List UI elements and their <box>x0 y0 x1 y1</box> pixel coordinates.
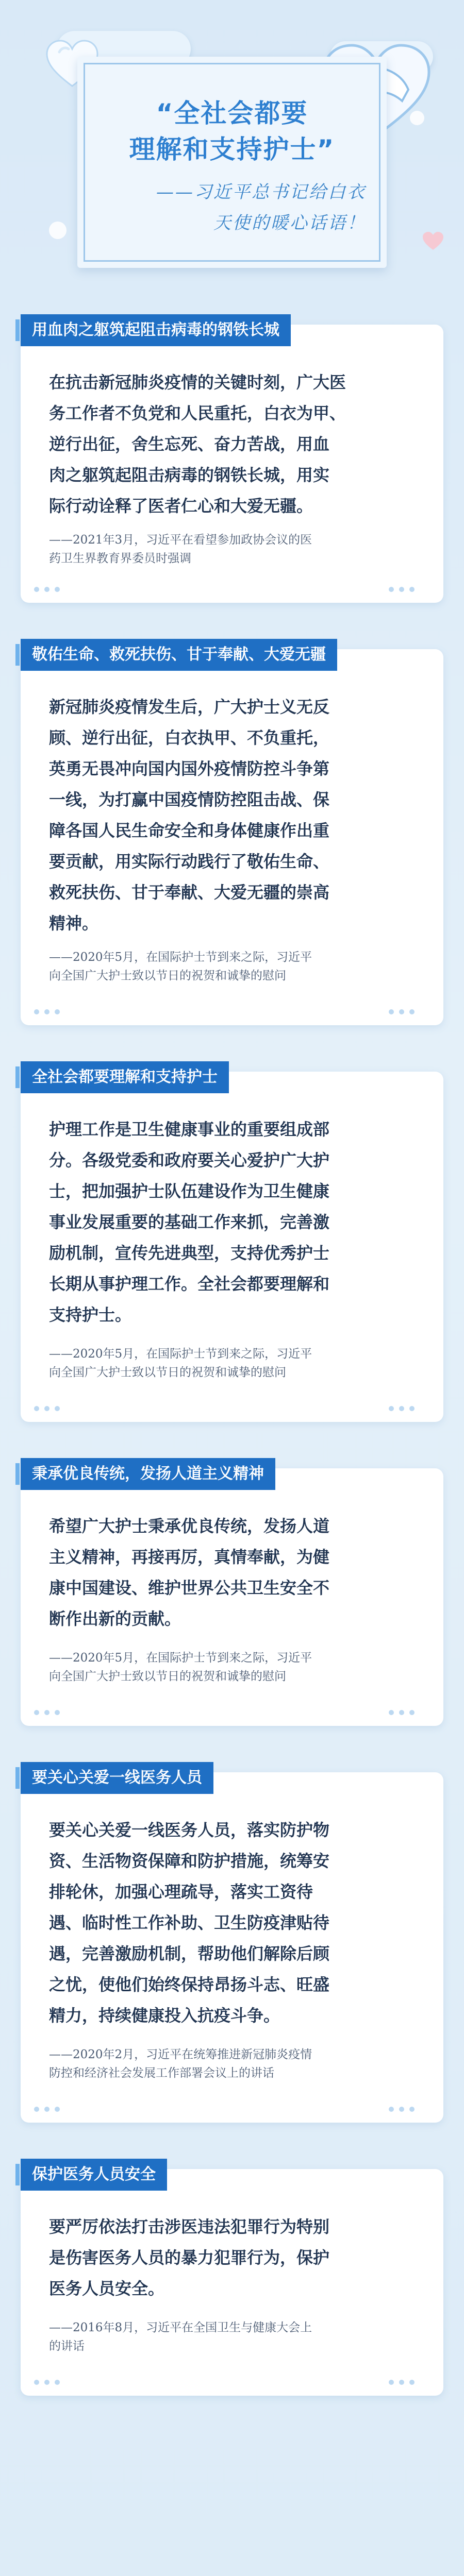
body-line: 英勇无畏冲向国内国外疫情防控斗争第 <box>49 759 330 778</box>
dots-decoration <box>389 584 430 589</box>
body-line: 支持护士。 <box>49 1305 132 1325</box>
body-line: 一线，为打赢中国疫情防控阻击战、保 <box>49 790 330 809</box>
body-line: 主义精神，再接再厉，真情奉献，为健 <box>49 1547 330 1567</box>
body-line: 精力，持续健康投入抗疫斗争。 <box>49 2006 280 2025</box>
body-line: 新冠肺炎疫情发生后，广大护士义无反 <box>49 697 330 717</box>
body-line: 医务人员安全。 <box>49 2279 165 2298</box>
body-line: 长期从事护理工作。全社会都要理解和 <box>49 1274 330 1294</box>
section-body <box>49 2211 420 2304</box>
section-source <box>49 1345 420 1382</box>
body-line: 排轮休，加强心理疏导，落实工资待 <box>49 1882 313 1902</box>
body-line: 在抗击新冠肺炎疫情的关键时刻，广大医 <box>49 372 346 392</box>
body-line: 资、生活物资保障和防护措施，统筹安 <box>49 1851 330 1871</box>
page-title-line-2: 理解和支持护士” <box>129 134 335 164</box>
section-source <box>49 948 420 985</box>
body-line: 护理工作是卫生健康事业的重要组成部 <box>49 1120 330 1139</box>
section-title: 全社会都要理解和支持护士 <box>21 1061 229 1093</box>
quote-section-5 <box>21 1769 443 2123</box>
quote-section-3 <box>21 1068 443 1422</box>
quote-section-2 <box>21 646 443 1025</box>
body-line: 遇、临时性工作补助、卫生防疫津贴待 <box>49 1913 330 1933</box>
body-line: 士，把加强护士队伍建设作为卫生健康 <box>49 1181 330 1201</box>
body-line: 救死扶伤、甘于奉献、大爱无疆的崇高 <box>49 883 330 902</box>
body-line: 断作出新的贡献。 <box>49 1609 181 1629</box>
section-body <box>49 367 420 521</box>
section-body <box>49 1511 420 1634</box>
source-line: ——2020年2月，习近平在统筹推进新冠肺炎疫情 <box>49 2048 312 2061</box>
section-source <box>49 2318 420 2355</box>
bubble-decoration <box>49 222 67 239</box>
section-source <box>49 2045 420 2082</box>
header <box>0 0 464 289</box>
section-title: 秉承优良传统，发扬人道主义精神 <box>21 1458 275 1490</box>
source-line: 防控和经济社会发展工作部署会议上的讲话 <box>49 2066 274 2080</box>
page-subtitle-line-2: 天使的暖心话语！ <box>213 213 366 233</box>
body-line: 际行动诠释了医者仁心和大爱无疆。 <box>49 496 313 516</box>
section-source <box>49 531 420 568</box>
body-line: 励机制，宣传先进典型，支持优秀护士 <box>49 1243 330 1263</box>
body-line: 遇，完善激励机制，帮助他们解除后顾 <box>49 1944 330 1963</box>
section-title: 要关心关爱一线医务人员 <box>21 1762 213 1794</box>
section-body <box>49 1815 420 2031</box>
page-title-line-1: “全社会都要 <box>156 98 308 128</box>
source-line: ——2016年8月，习近平在全国卫生与健康大会上 <box>49 2321 312 2334</box>
dots-decoration <box>34 1403 75 1409</box>
dots-decoration <box>389 1007 430 1012</box>
dots-decoration <box>34 2377 75 2382</box>
section-source <box>49 1649 420 1686</box>
source-line: ——2020年5月，在国际护士节到来之际，习近平 <box>49 1347 312 1361</box>
body-line: 逆行出征，舍生忘死、奋力苦战，用血 <box>49 434 330 454</box>
source-line: 的讲话 <box>49 2340 85 2353</box>
page-subtitle-line-1: ——习近平总书记给白衣 <box>156 182 366 202</box>
body-line: 分。各级党委和政府要关心爱护广大护 <box>49 1150 330 1170</box>
quote-section-6 <box>21 2165 443 2396</box>
dots-decoration <box>389 1403 430 1409</box>
header-title-card <box>77 57 387 268</box>
body-line: 康中国建设、维护世界公共卫生安全不 <box>49 1578 330 1598</box>
source-line: ——2020年5月，在国际护士节到来之际，习近平 <box>49 951 312 964</box>
body-line: 要关心关爱一线医务人员，落实防护物 <box>49 1820 330 1840</box>
dots-decoration <box>34 2104 75 2109</box>
dots-decoration <box>389 1707 430 1713</box>
section-title: 用血肉之躯筑起阻击病毒的钢铁长城 <box>21 314 291 346</box>
body-line: 希望广大护士秉承优良传统，发扬人道 <box>49 1516 330 1536</box>
source-line: 向全国广大护士致以节日的祝贺和诚挚的慰问 <box>49 969 286 982</box>
dots-decoration <box>34 1007 75 1012</box>
dots-decoration <box>34 1707 75 1713</box>
body-line: 肉之躯筑起阻击病毒的钢铁长城，用实 <box>49 465 330 485</box>
dots-decoration <box>34 584 75 589</box>
body-line: 要严厉依法打击涉医违法犯罪行为特别 <box>49 2217 330 2236</box>
body-line: 要贡献，用实际行动践行了敬佑生命、 <box>49 852 330 871</box>
body-line: 精神。 <box>49 913 99 933</box>
dots-decoration <box>389 2104 430 2109</box>
body-line: 务工作者不负党和人民重托，白衣为甲、 <box>49 403 346 423</box>
pink-heart-icon <box>422 231 444 251</box>
source-line: 向全国广大护士致以节日的祝贺和诚挚的慰问 <box>49 1366 286 1379</box>
section-title: 保护医务人员安全 <box>21 2159 167 2191</box>
body-line: 之忧，使他们始终保持昂扬斗志、旺盛 <box>49 1975 330 1994</box>
source-line: 向全国广大护士致以节日的祝贺和诚挚的慰问 <box>49 1670 286 1683</box>
source-line: 药卫生界教育界委员时强调 <box>49 552 191 565</box>
body-line: 障各国人民生命安全和身体健康作出重 <box>49 821 330 840</box>
section-body <box>49 1114 420 1330</box>
quote-section-4 <box>21 1465 443 1726</box>
source-line: ——2020年5月，在国际护士节到来之际，习近平 <box>49 1651 312 1665</box>
body-line: 事业发展重要的基础工作来抓，完善激 <box>49 1212 330 1232</box>
dots-decoration <box>389 2377 430 2382</box>
section-body <box>49 691 420 939</box>
body-line: 是伤害医务人员的暴力犯罪行为，保护 <box>49 2248 330 2267</box>
quote-section-1 <box>21 321 443 603</box>
source-line: ——2021年3月，习近平在看望参加政协会议的医 <box>49 533 312 547</box>
body-line: 顾、逆行出征，白衣执甲、不负重托， <box>49 728 330 748</box>
section-title: 敬佑生命、救死扶伤、甘于奉献、大爱无疆 <box>21 639 337 671</box>
